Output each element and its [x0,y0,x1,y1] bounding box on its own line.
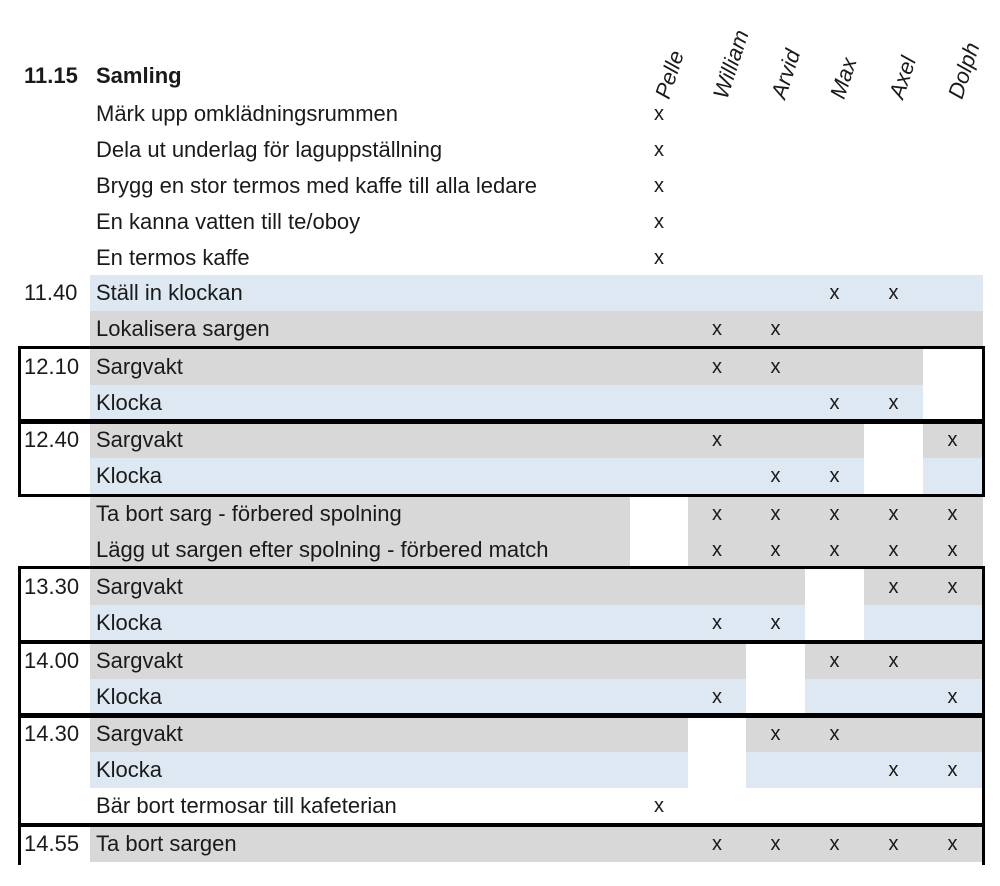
assignment-mark: x [712,686,722,708]
task-label: Lokalisera sargen [96,316,270,341]
time-label: 13.30 [24,574,80,599]
column-header: Arvid [766,46,806,102]
task-label: Klocka [96,757,163,782]
time-label: 12.40 [24,427,80,452]
time-label: 11.15 [24,63,78,88]
time-label: 14.30 [24,721,80,746]
column-header: Max [825,54,862,102]
task-label: Sargvakt [96,721,183,746]
assignment-mark: x [654,247,664,269]
assignment-mark: x [770,833,781,855]
assignment-mark: x [888,650,899,672]
task-label: Ställ in klockan [96,280,243,305]
assignment-mark: x [888,833,899,855]
assignment-mark: x [829,282,840,304]
assignment-mark: x [829,539,840,561]
column-header: Pelle [650,47,689,102]
assignment-mark: x [947,833,958,855]
assignment-mark: x [770,465,781,487]
time-block-border [18,346,985,424]
task-label: Märk upp omklädningsrummen [96,101,399,126]
assignment-mark: x [829,503,840,525]
assignment-mark: x [829,723,840,745]
task-label: En kanna vatten till te/oboy [96,209,361,234]
assignment-mark: x [947,759,958,781]
assignment-mark: x [654,139,664,161]
column-header: William [708,26,754,102]
task-label: Klocka [96,684,163,709]
task-label: Brygg en stor termos med kaffe till alla ledare [96,173,538,198]
task-label: Sargvakt [96,574,183,599]
time-label: 14.00 [24,648,80,673]
assignment-mark: x [947,429,958,451]
assignment-mark: x [888,503,899,525]
assignment-mark: x [829,650,840,672]
assignment-mark: x [712,612,722,634]
assignment-mark: x [888,759,899,781]
time-label: 14.55 [24,831,80,856]
task-label: Sargvakt [96,648,183,673]
assignment-mark: x [888,282,899,304]
time-label: 12.10 [24,354,80,379]
time-block-border [18,566,985,644]
time-block-border [18,713,985,827]
time-block-border [18,823,985,865]
time-block-border [18,419,985,497]
column-header: Dolph [943,39,985,102]
assignment-mark: x [829,465,840,487]
assignment-mark: x [829,392,840,414]
assignment-mark: x [770,723,781,745]
column-header: Axel [884,53,922,102]
assignment-mark: x [770,503,781,525]
assignment-mark: x [654,175,664,197]
task-label: Klocka [96,463,163,488]
assignment-mark: x [654,795,664,817]
assignment-mark: x [888,576,899,598]
task-label: En termos kaffe [96,245,250,270]
assignment-mark: x [712,833,722,855]
assignment-mark: x [947,539,958,561]
time-block-border [18,640,985,718]
task-label: Klocka [96,390,163,415]
assignment-mark: x [654,211,664,233]
assignment-mark: x [770,356,781,378]
task-label: Lägg ut sargen efter spolning - förbered match [96,537,549,562]
assignment-mark: x [770,612,781,634]
task-label: Ta bort sargen [96,831,237,856]
task-label: Klocka [96,610,163,635]
assignment-mark: x [770,318,781,340]
assignment-mark: x [654,103,664,125]
task-label: Dela ut underlag för laguppställning [96,137,443,162]
task-label: Sargvakt [96,354,183,379]
assignment-mark: x [712,503,722,525]
assignment-mark: x [712,356,722,378]
assignment-mark: x [947,503,958,525]
assignment-mark: x [947,686,958,708]
assignment-mark: x [712,429,722,451]
task-label: Samling [96,63,182,88]
time-label: 11.40 [24,280,78,305]
assignment-mark: x [712,318,722,340]
task-label: Sargvakt [96,427,183,452]
assignment-mark: x [829,833,840,855]
assignment-mark: x [947,576,958,598]
task-label: Ta bort sarg - förbered spolning [96,501,402,526]
assignment-mark: x [888,539,899,561]
assignment-mark: x [770,539,781,561]
assignment-mark: x [712,539,722,561]
assignment-mark: x [888,392,899,414]
task-label: Bär bort termosar till kafeterian [96,793,397,818]
